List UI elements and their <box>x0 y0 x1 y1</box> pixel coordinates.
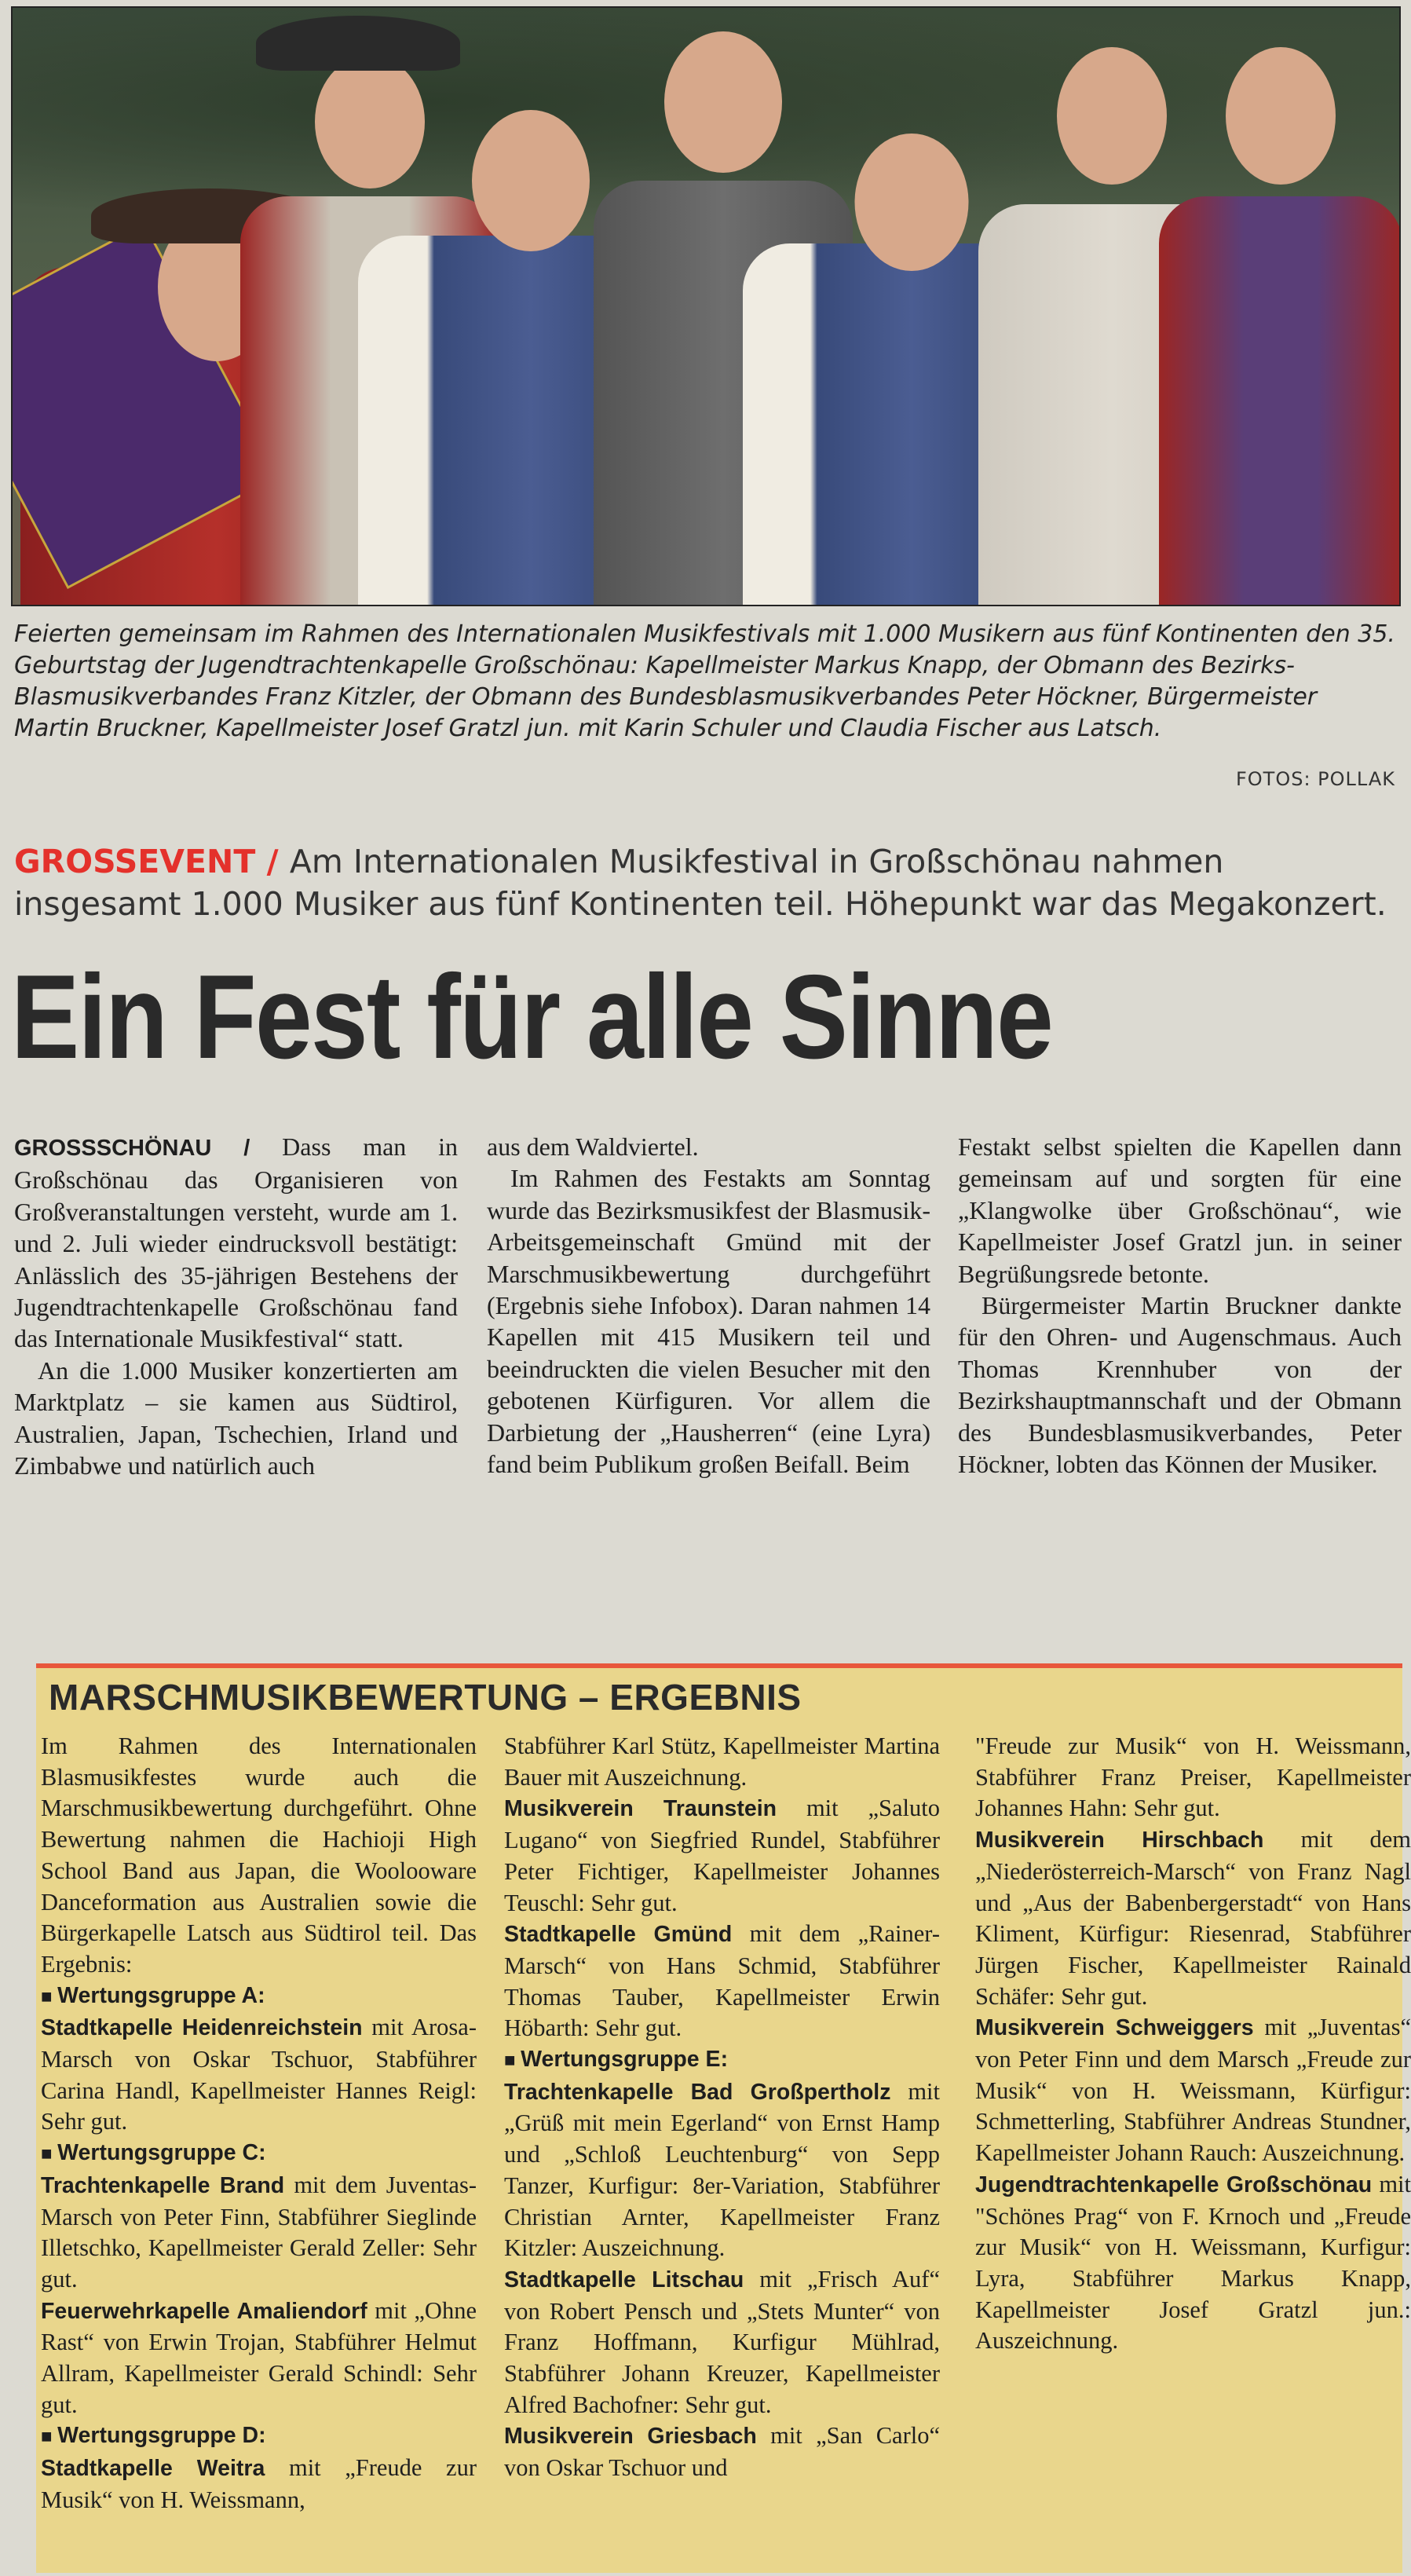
article-paragraph: aus dem Waldviertel. <box>487 1132 699 1161</box>
kicker <box>14 840 1396 925</box>
result-entry <box>41 2453 477 2516</box>
dateline-separator: / <box>211 1136 283 1161</box>
result-entry <box>504 1793 940 1919</box>
result-text: mit „Saluto Lugano“ von Siegfried Rundel, Stabführer Peter Fichtiger, Kapellmeister Johannes Teuschl: Sehr gut. <box>504 1795 940 1916</box>
result-text: mit "Schönes Prag“ von F. Krnoch und „Freude zur Musik“ von H. Weissmann, Kurfigur: Lyra, Stabführer Markus Knapp, Kapellmeister Josef Gratzl jun.: Auszeichnung. <box>975 2170 1411 2355</box>
result-entry <box>975 2012 1411 2169</box>
kicker-text: Am Internationalen Musikfestival in Großschönau nahmen insgesamt 1.000 Musiker aus fünf Kontinenten teil. Höhepunkt war das Megakonzert. <box>14 843 1387 923</box>
rating-group-heading: ■ Wertungsgruppe D: <box>41 2420 477 2453</box>
infobox-column-2 <box>504 1731 940 2484</box>
photo-credit: FOTOS: POLLAK <box>1235 768 1395 790</box>
band-name: Stadtkapelle Gmünd <box>504 1922 733 1948</box>
result-text: mit dem „Niederösterreich-Marsch“ von Franz Nagl und „Aus der Babenbergerstadt“ von Hans Kliment, Kürfigur: Riesenrad, Stabführer Jürgen Fischer, Kapellmeister Rainald Schäfer: Sehr gut. <box>975 1826 1411 2010</box>
article-paragraph: Bürgermeister Martin Bruckner dankte für den Ohren- und Augenschmaus. Auch Thomas Krennhuber von der Bezirkshauptmannschaft und der Obmann des Bundesblasmusikverbandes, Peter Höckner, lobten das Können der Musiker. <box>958 1291 1402 1479</box>
result-continuation: "Freude zur Musik“ von H. Weissmann, Stabführer Franz Preiser, Kapellmeister Johannes Hahn: Sehr gut. <box>975 1733 1411 1822</box>
band-name: Stadtkapelle Heidenreichstein <box>41 2015 363 2041</box>
article-paragraph: Festakt selbst spielten die Kapellen dann gemeinsam auf und sorgten für eine „Klangwolke über Großschönau“, wie Kapellmeister Josef Gratzl jun. in seiner Begrüßungsrede betonte. <box>958 1132 1402 1288</box>
rating-group-heading: ■ Wertungsgruppe A: <box>41 1981 477 2013</box>
result-entry <box>41 2296 477 2421</box>
headline: Ein Fest für alle Sinne <box>11 950 1053 1084</box>
result-text: mit dem Juventas-Marsch von Peter Finn, Stabführer Sieglinde Illetschko, Kapellmeister Gerald Zeller: Sehr gut. <box>41 2171 477 2292</box>
result-entry <box>975 2169 1411 2357</box>
band-name: Stadtkapelle Litschau <box>504 2267 744 2292</box>
photo-caption: Feierten gemeinsam im Rahmen des Internationalen Musikfestivals mit 1.000 Musikern aus fünf Kontinenten den 35. Geburtstag der Jugendtrachtenkapelle Großschönau: Kapellmeister Markus Knapp, der Obmann des Bezirks-Blasmusikverbandes Franz Kitzler, der Obmann des Bundesblasmusikverbandes Peter Höckner, Bürgermeister Martin Bruckner, Kapellmeister Josef Gratzl jun. mit Karin Schuler und Claudia Fischer aus Latsch. <box>14 620 1395 742</box>
infobox-title: MARSCHMUSIKBEWERTUNG – ERGEBNIS <box>49 1677 802 1718</box>
infobox-intro: Im Rahmen des Internationalen Blasmusikfestes wurde auch die Marschmusikbewertung durchgeführt. Ohne Bewertung nahmen die Hachioji High School Band aus Japan, die Woolooware Danceformation aus Australien sowie die Bürgerkapelle Latsch aus Südtirol teil. Das Ergebnis: <box>41 1733 477 1978</box>
band-name: Stadtkapelle Weitra <box>41 2456 265 2482</box>
dateline: GROSSSCHÖNAU <box>14 1136 212 1161</box>
article-text: Dass man in Großschönau das Organisieren von Großveranstaltungen versteht, wurde am 1. und 2. Juli wieder eindrucksvoll bestätigt: Anlässlich des 35-jährigen Bestehens der Jugendtrachtenkapelle Großschönau fand das Internationale Musikfestival“ statt. <box>14 1132 459 1353</box>
kicker-separator: / <box>255 843 290 880</box>
article-paragraph: An die 1.000 Musiker konzertierten am Marktplatz – sie kamen aus Südtirol, Australien, Japan, Tschechien, Irland und Zimbabwe und natürlich auch <box>14 1356 458 1480</box>
article-column-2 <box>487 1131 930 1480</box>
result-entry <box>504 2420 940 2483</box>
results-infobox <box>36 1663 1411 2573</box>
kicker-tag: GROSSEVENT <box>14 843 256 880</box>
band-name: Musikverein Schweiggers <box>975 2015 1254 2041</box>
band-name: Feuerwehrkapelle Amaliendorf <box>41 2298 367 2324</box>
band-name: Jugendtrachtenkapelle Großschönau <box>975 2172 1373 2197</box>
rating-group-heading: ■ Wertungsgruppe C: <box>41 2138 477 2170</box>
article-column-1 <box>14 1131 458 1481</box>
band-name: Musikverein Traunstein <box>504 1796 777 1822</box>
result-text: mit „Ohne Rast“ von Erwin Trojan, Stabführer Helmut Allram, Kapellmeister Gerald Schindl: Sehr gut. <box>41 2296 477 2418</box>
result-text: mit „Grüß mit mein Egerland“ von Ernst Hamp und „Schloß Leuchtenburg“ von Sepp Tanzer, Kurfigur: 8er-Variation, Stabführer Christian Arnter, Kapellmeister Franz Kitzler: Auszeichnung. <box>504 2077 941 2262</box>
result-text: mit „Juventas“ von Peter Finn und dem Marsch „Freude zur Musik“ von H. Weissmann, Kürfigur: Schmetterling, Stabführer Andreas Stundner, Kapellmeister Johann Rauch: Auszeichnung. <box>975 2014 1411 2167</box>
band-name: Musikverein Griesbach <box>504 2424 757 2450</box>
infobox-column-1 <box>41 1731 477 2516</box>
band-name: Musikverein Hirschbach <box>975 1828 1264 1853</box>
person-josef-gratzl <box>1159 24 1401 605</box>
rating-group-heading: ■ Wertungsgruppe E: <box>504 2044 940 2077</box>
band-name: Trachtenkapelle Brand <box>41 2172 285 2198</box>
result-text: mit „Freude zur Musik“ von H. Weissmann, <box>41 2454 477 2513</box>
band-name: Trachtenkapelle Bad Großpertholz <box>504 2079 891 2105</box>
article-column-3 <box>958 1131 1402 1480</box>
result-entry <box>504 1919 940 2044</box>
result-text: mit Arosa-Marsch von Oskar Tschuor, Stabführer Carina Handl, Kapellmeister Hannes Reigl: Sehr gut. <box>41 2014 477 2135</box>
result-continuation: Stabführer Karl Stütz, Kapellmeister Martina Bauer mit Auszeichnung. <box>504 1733 940 1791</box>
result-entry <box>975 1824 1411 2012</box>
result-entry <box>504 2264 940 2421</box>
article-paragraph: Im Rahmen des Festakts am Sonntag wurde das Bezirksmusikfest der Blasmusik-Arbeitsgemeinschaft Gmünd mit der Marschmusikbewertung durchgeführt (Ergebnis siehe Infobox). Daran nahmen 14 Kapellen mit 415 Musikern teil und beeindruckten die vielen Besucher mit den gebotenen Kürfiguren. Vor allem die Darbietung der „Hausherren“ (eine Lyra) fand beim Publikum großen Beifall. Beim <box>487 1164 930 1479</box>
result-entry <box>504 2077 940 2264</box>
result-entry <box>41 2170 477 2296</box>
result-entry <box>41 2012 477 2138</box>
infobox-column-3 <box>975 1731 1411 2357</box>
result-text: mit „Frisch Auf“ von Robert Pensch und „Stets Munter“ von Franz Hoffmann, Kurfigur Mühlrad, Stabführer Johann Kreuzer, Kapellmeister Alfred Bachofner: Sehr gut. <box>504 2265 940 2418</box>
result-text: mit „San Carlo“ von Oskar Tschuor und <box>504 2422 940 2482</box>
article-paragraph <box>14 1131 458 1355</box>
group-photo <box>11 6 1401 606</box>
result-text: mit dem „Rainer-Marsch“ von Hans Schmid, Stabführer Thomas Tauber, Kapellmeister Erwin Höbarth: Sehr gut. <box>504 1920 940 2042</box>
